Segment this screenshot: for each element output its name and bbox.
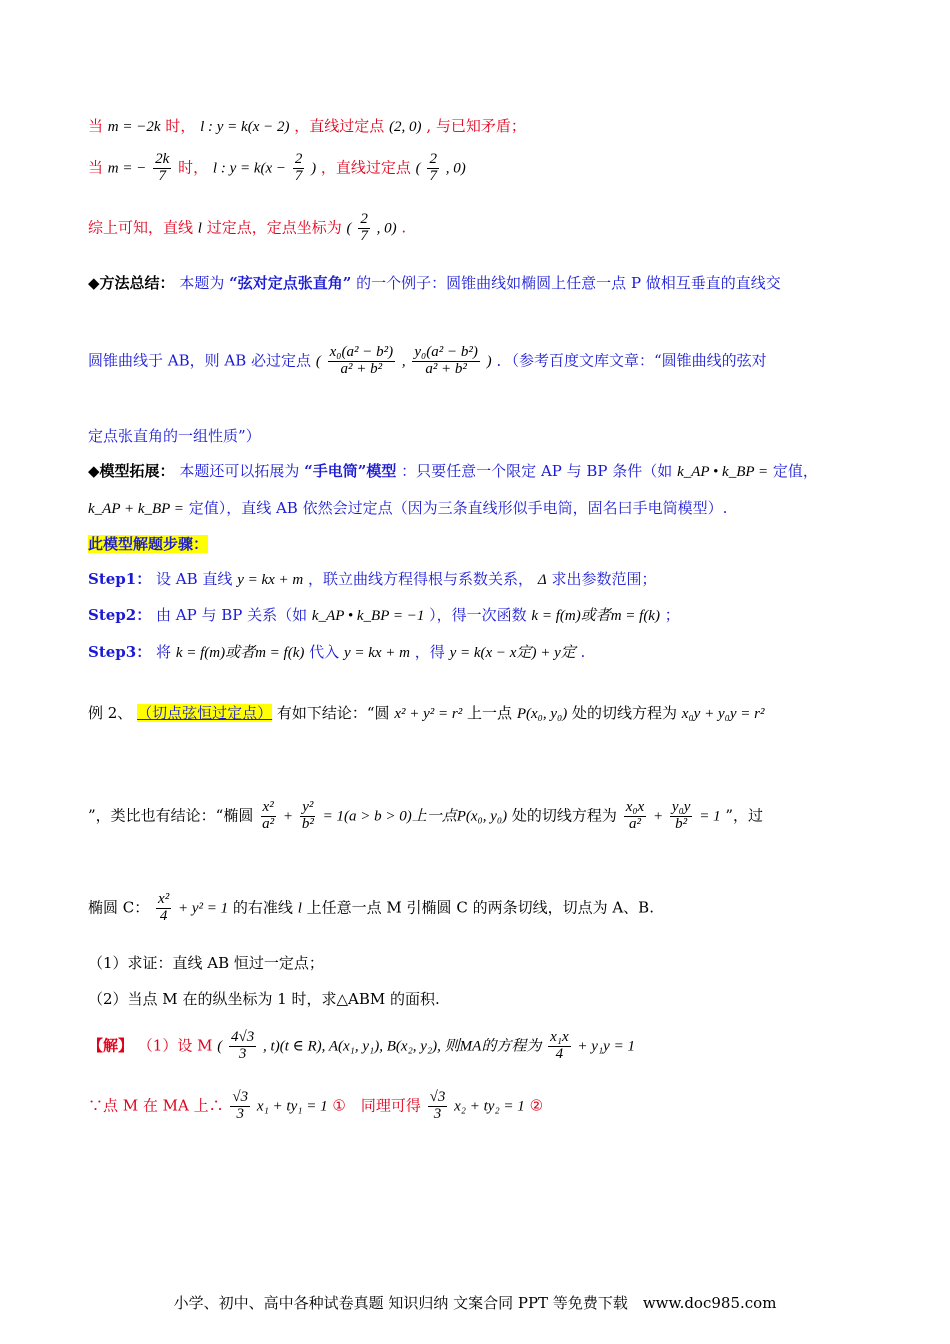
text: 上一点 (467, 704, 513, 722)
fraction: $\frac{2}{7}$ (360, 211, 368, 244)
section-label: ◆方法总结： (88, 274, 175, 292)
formula: k = f(m)或者m = f(k) (531, 608, 660, 624)
case-line-2 (88, 152, 466, 185)
text: 代入 (309, 643, 340, 661)
page-footer: 小学、初中、高中各种试卷真题 知识归纳 文案合同 PPT 等免费下载 www.doc985.com (173, 1294, 777, 1312)
text: 圆锥曲线于 AB，则 AB 必过定点 (88, 351, 312, 370)
solution-line-2 (88, 1090, 543, 1123)
conclusion-line (88, 212, 406, 245)
solution-line-1 (88, 1030, 635, 1063)
formula: l : y = k(x − 2) (200, 119, 290, 135)
step-2 (88, 604, 680, 625)
fraction: $\frac{√3}{3}$ (429, 1089, 446, 1122)
solution-label: 【解】 (88, 1036, 134, 1055)
text: 时， (165, 117, 196, 135)
formula: k_AP + k_BP = (88, 501, 184, 517)
step-1 (88, 568, 656, 589)
method-summary-line-2: 圆锥曲线于 AB，则 AB 必过定点 ( $\frac{\text{x₀(a² − b²)}}{\text{a² + b²}}$ , $\frac{\text{y₀(a² − b²)}}{\text{a² + b²}}$ ) ．（参考百度文库文章：“圆锥曲线的弦对 (88, 344, 767, 377)
fraction: $\frac{2}{7}$ (294, 151, 303, 184)
formula: Δ (537, 572, 547, 588)
text: 本题还可以拓展为 (179, 462, 300, 480)
fraction: $\frac{\text{x²}}{\text{a²}}$ (262, 799, 275, 832)
example-line-2: ”，类比也有结论：“椭圆 $\frac{\text{x²}}{\text{a²}}$ + $\frac{\text{y²}}{\text{b²}}$ = 1(a > b > 0)上一点P(x₀, y₀) 处的切线方程为 $\frac{\text{x₀x}}{\text{a²}}$ + $\frac{\text{y₀y}}{\text{b²}}$ = 1 ”，过 (88, 799, 764, 832)
text: 有如下结论：“圆 (276, 704, 390, 722)
fraction: $\frac{\text{x₁x}}{4}$ (550, 1029, 569, 1062)
fraction: $\frac{\text{y₀(a² − b²)}}{\text{a² + b²}}$ (414, 344, 478, 377)
fraction: $\frac{\text{x²}}{4}$ (158, 891, 170, 924)
formula: l : y = k(x − (212, 160, 287, 177)
fraction: $\frac{\text{y₀y}}{\text{b²}}$ (671, 799, 691, 832)
steps-title (88, 533, 208, 554)
text: ∵点 M 在 MA 上∴ (88, 1096, 224, 1115)
formula: k_AP • k_BP = (677, 464, 769, 480)
text: 将 (156, 643, 172, 661)
fraction: $\frac{\text{y²}}{\text{b²}}$ (301, 799, 314, 832)
steps-heading: 此模型解题步骤： (88, 535, 209, 553)
case-line-1 (88, 115, 526, 136)
question-2 (88, 988, 440, 1009)
text: 定值， (772, 462, 818, 480)
text: （2）当点 M 在的纵坐标为 1 时，求△ABM 的面积. (88, 990, 440, 1008)
text: 过定点，定点坐标为 (206, 218, 342, 237)
text: “弦对定点张直角” (229, 274, 352, 292)
question-1 (88, 952, 324, 973)
formula: , 0) (376, 220, 397, 237)
formula: l (197, 220, 202, 237)
formula: y = kx + m (237, 572, 304, 588)
formula: (2, 0) (389, 119, 422, 135)
model-extension-line-2 (88, 497, 727, 518)
text: 本题为 (179, 274, 225, 292)
formula: ( (415, 160, 421, 177)
formula: l (297, 900, 302, 917)
formula: y = kx + m (343, 645, 410, 661)
formula: x₁ + ty₁ = 1 (256, 1098, 328, 1115)
formula: m = −2k (107, 119, 161, 135)
text: 定点张直角的一组性质”） (88, 427, 261, 445)
text: ，得 (414, 643, 445, 661)
text: （1）设 M (137, 1036, 213, 1055)
text: 处的切线方程为 (511, 806, 617, 825)
text: 的一个例子：圆锥曲线如椭圆上任意一点 P 做相互垂直的直线交 (356, 274, 781, 292)
text: 设 AB 直线 (156, 570, 233, 588)
text: ”，过 (725, 806, 764, 825)
text: ，直线过定点 (320, 158, 411, 177)
example-line-3 (88, 892, 654, 925)
formula: ( (346, 220, 352, 237)
text: ； (664, 606, 680, 624)
text: . (580, 643, 586, 661)
text: ，联立曲线方程得根与系数关系， (308, 570, 534, 588)
method-summary-line-3 (88, 425, 261, 446)
formula: = 1(a > b > 0)上一点P(x₀, y₀) (322, 808, 508, 825)
formula: x₀y + y₀y = r² (681, 706, 765, 722)
text: 例 2、 (88, 704, 133, 722)
text: 时， (178, 158, 209, 177)
fraction: $\frac{\text{x₀(a² − b²)}}{\text{a² + b²}}$ (329, 344, 394, 377)
formula: + y² = 1 (177, 900, 229, 917)
formula: x² + y² = r² (394, 706, 463, 722)
formula: y = k(x − x定) + y定 (449, 645, 576, 661)
text: , 与已知矛盾； (426, 117, 526, 135)
text: “手电筒”模型 (304, 462, 397, 480)
formula: ( (217, 1038, 223, 1055)
formula: , t)(t ∈ R), A(x₁, y₁), B(x₂, y₂), 则MA的方程为 (263, 1038, 542, 1055)
text: 当 (88, 117, 104, 135)
text: 由 AP 与 BP 关系（如 (156, 606, 308, 624)
formula: , 0) (445, 160, 466, 177)
formula: x₂ + ty₂ = 1 (454, 1098, 525, 1115)
section-label: ◆模型拓展： (88, 462, 175, 480)
model-extension-line-1 (88, 460, 818, 481)
text: ② (529, 1096, 544, 1115)
text: 综上可知，直线 (88, 218, 194, 237)
text: . (401, 218, 407, 237)
text: （1）求证：直线 AB 恒过一定点； (88, 954, 324, 972)
formula: ) (311, 160, 317, 177)
formula: k_AP • k_BP = −1 (311, 608, 425, 624)
formula: m = − (107, 160, 147, 177)
fraction: $\frac{2}{7}$ (429, 151, 437, 184)
fraction: $\frac{4√3}{3}$ (231, 1029, 255, 1062)
text: 椭圆 C： (88, 898, 150, 917)
text: 的右准线 (232, 898, 293, 917)
fraction: $\frac{2k}{7}$ (155, 151, 170, 184)
example-line-1 (88, 702, 764, 723)
text: 处的切线方程为 (572, 704, 678, 722)
text: ”，类比也有结论：“椭圆 (88, 806, 254, 825)
formula: + y₁y = 1 (577, 1038, 635, 1055)
text: ：只要任意一个限定 AP 与 BP 条件（如 (401, 462, 673, 480)
step-label: Step3： (88, 643, 152, 661)
fraction: $\frac{\text{x₀x}}{\text{a²}}$ (625, 799, 645, 832)
step-label: Step1： (88, 570, 152, 588)
example-tag: （切点弦恒过定点） (137, 704, 273, 722)
text: ．（参考百度文库文章：“圆锥曲线的弦对 (496, 351, 767, 370)
text: ），得一次函数 (429, 606, 527, 624)
formula: = 1 (699, 808, 721, 825)
formula: P(x₀, y₀) (516, 706, 568, 722)
text: 上任意一点 M 引椭圆 C 的两条切线，切点为 A、B. (306, 898, 654, 917)
step-label: Step2： (88, 606, 152, 624)
method-summary-line-1 (88, 272, 781, 293)
fraction: $\frac{√3}{3}$ (232, 1089, 249, 1122)
text: 当 (88, 158, 104, 177)
text: ① 同理可得 (332, 1096, 421, 1115)
text: 求出参数范围； (551, 570, 657, 588)
text: 定值），直线 AB 依然会过定点（因为三条直线形似手电筒，固名曰手电筒模型）. (188, 499, 728, 517)
text: ，直线过定点 (294, 117, 385, 135)
step-3 (88, 641, 585, 662)
formula: k = f(m)或者m = f(k) (175, 645, 305, 661)
